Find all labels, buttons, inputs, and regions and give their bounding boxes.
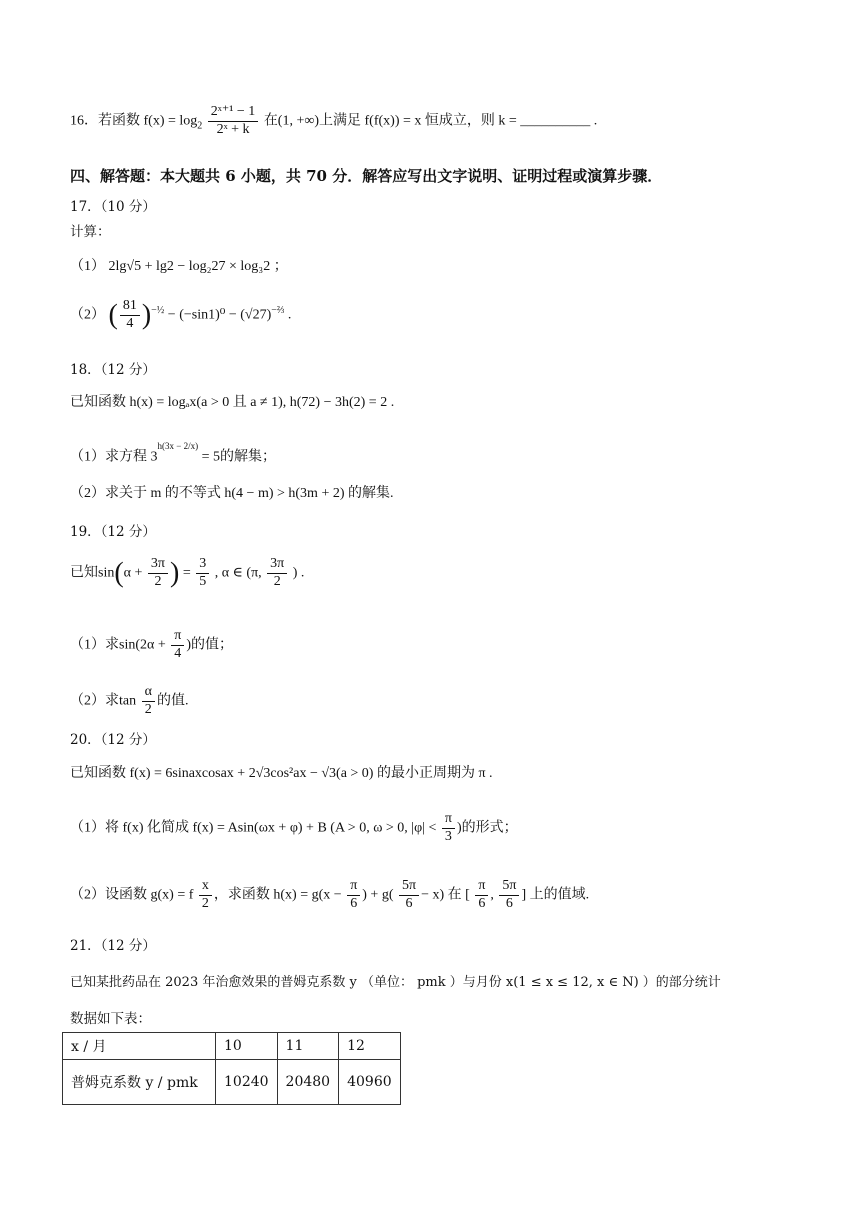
q20-p2-frac3-den: 6 [405, 895, 413, 911]
q17-p2-fraction [120, 298, 140, 333]
q16-domain: 在(1, +∞)上满足 [263, 113, 362, 129]
q20-p2-frac4-den: 6 [478, 895, 486, 911]
q19-p2-tan: tan [119, 693, 137, 709]
q20-part-1 [70, 811, 518, 846]
q18-p1-rest: = 5 [201, 449, 220, 465]
q20-p2-comma: , [490, 887, 494, 903]
q19-stem-eq: = [182, 565, 191, 581]
q20-p2-frac2-den: 6 [350, 895, 358, 911]
q19-p1-frac [171, 628, 184, 663]
q20-p1-end: )的形式； [456, 820, 518, 836]
q19-p1-end: )的值； [186, 637, 233, 653]
q20-p2-plus: ) + g( [362, 887, 394, 903]
q17-part-1 [70, 259, 288, 276]
q16-numerator: 2ˣ⁺¹ − 1 [208, 104, 259, 122]
q20-p1-cond: (A > 0, ω > 0, |φ| < [330, 820, 437, 836]
q18-stem: 已知函数 h(x) = logₐx(a > 0 且 a ≠ 1), h(72) − 3h(2) = 2 . [70, 395, 395, 410]
table-row [63, 1033, 401, 1060]
q16-denominator: 2ˣ + k [216, 121, 250, 137]
q20-p2-frac1 [199, 878, 212, 913]
q17-p2-exponent-2: −⅔ [271, 304, 285, 316]
q19-stem-frac1-num: 3π [148, 556, 168, 574]
question-16 [70, 104, 597, 139]
table-cell: 普姆克系数 y / pmk [63, 1060, 216, 1105]
q19-stem-frac1 [148, 556, 168, 591]
q19-stem-close: ) . [292, 565, 305, 581]
q19-p2-end: 的值. [156, 693, 189, 709]
q19-p2-frac-num: α [142, 684, 155, 702]
q19-p2-frac [142, 684, 155, 719]
q17-p2-rest: − (−sin1)⁰ − (√27) [167, 307, 272, 323]
q18-part-2: （2）求关于 m 的不等式 h(4 − m) > h(3m + 2) 的解集. [70, 486, 394, 501]
q17-intro: 计算： [70, 224, 111, 240]
table-cell: x / 月 [63, 1033, 216, 1060]
table-row [63, 1060, 401, 1105]
q18-p1-exponent: h(3x − 2/x) [157, 441, 199, 451]
q20-p2-frac1-den: 2 [201, 895, 209, 911]
q19-stem-frac2 [196, 556, 209, 591]
q19-p1-frac-num: π [171, 628, 184, 646]
q20-p2-frac5-num: 5π [499, 878, 519, 896]
q17-p2-label: （2） [70, 307, 105, 323]
q20-p2-frac2 [347, 878, 360, 913]
table-cell: 10240 [216, 1060, 278, 1105]
q19-stem-frac2-num: 3 [196, 556, 209, 574]
q18-p1-base: 3 [150, 449, 158, 465]
q20-p2-frac4 [475, 878, 488, 913]
q19-stem-prefix: 已知 [70, 565, 98, 581]
table-cell: 12 [339, 1033, 401, 1060]
q17-p2-exponent-1: −½ [151, 304, 165, 316]
q18-part-1 [70, 441, 276, 466]
q20-stem: 已知函数 f(x) = 6sinaxcosax + 2√3cos²ax − √3(a > 0) 的最小正周期为 π . [70, 766, 493, 781]
q21-data-table [62, 1032, 401, 1105]
q16-prefix: 16．若函数 [70, 113, 140, 129]
q20-p2-label: （2）设函数 g(x) = f [70, 887, 194, 903]
q21-stem-line-2: 数据如下表： [70, 1011, 151, 1027]
q20-p1-frac-den: 3 [444, 828, 452, 844]
q19-p2-frac-den: 2 [144, 701, 152, 717]
q18-p1-label: （1）求方程 [70, 449, 147, 465]
q20-p2-arg1: (x − [318, 887, 342, 903]
q20-p2-end: ] 上的值域. [521, 887, 590, 903]
q20-p2-mid: ，求函数 h(x) = g [213, 887, 319, 903]
q20-p2-frac2-num: π [347, 878, 360, 896]
q20-p2-frac5-den: 6 [505, 895, 513, 911]
q16-fraction [208, 104, 259, 139]
q19-p1-frac-den: 4 [174, 645, 182, 661]
q20-p2-frac1-num: x [199, 878, 212, 896]
q21-number: 21．（12 分） [70, 938, 156, 954]
q19-number: 19．（12 分） [70, 524, 156, 540]
q18-p1-end: 的解集； [219, 449, 276, 465]
q17-p1-label: （1） [70, 259, 105, 274]
q17-part-2: （2） ( $\frac{81}{4}$ )$^{-\frac{1}{2}} - (-\sin 1)^0 - (√27)^{-\frac{2}{3}}$ . [70, 298, 292, 331]
q20-p1-frac-num: π [442, 811, 455, 829]
section-4-header: 四、解答题：本大题共 6 小题，共 70 分．解答应写出文字说明、证明过程或演算步骤． [70, 167, 663, 185]
q16-log-base: 2 [197, 120, 203, 132]
q19-p1-sin: sin(2α + [119, 637, 166, 653]
q19-stem-sin: sin [98, 565, 115, 581]
q17-p2-end: . [287, 307, 292, 323]
q20-p2-frac3 [399, 878, 419, 913]
q19-stem-frac3 [267, 556, 287, 591]
q17-p2-denominator: 4 [126, 315, 134, 331]
q19-stem-frac1-den: 2 [154, 573, 162, 589]
q19-stem-in: , α ∈ (π, [214, 565, 262, 581]
q17-number: 17．（10 分） [70, 199, 156, 215]
q20-p2-arg2: − x) 在 [ [421, 887, 470, 903]
q20-p2-frac3-num: 5π [399, 878, 419, 896]
q20-number: 20．（12 分） [70, 732, 156, 748]
q20-p2-frac5 [499, 878, 519, 913]
q17-p2-numerator: 81 [120, 298, 140, 316]
q20-p2-frac4-num: π [475, 878, 488, 896]
q20-p1-frac [442, 811, 455, 846]
q19-part-2 [70, 684, 188, 719]
q20-p1-label: （1）将 f(x) 化简成 f(x) = Asin(ωx + φ) + B [70, 820, 327, 836]
q21-stem-line-1: 已知某批药品在 2023 年治愈效果的普姆克系数 y （单位： pmk ）与月份 x(1 ≤ x ≤ 12, x ∈ N) ）的部分统计 [70, 975, 721, 990]
table-cell: 10 [216, 1033, 278, 1060]
q19-stem-frac3-num: 3π [267, 556, 287, 574]
table-cell: 20480 [277, 1060, 339, 1105]
q19-p2-label: （2）求 [70, 693, 119, 709]
q19-stem-frac3-den: 2 [273, 573, 281, 589]
q19-p1-label: （1）求 [70, 637, 119, 653]
q20-part-2 [70, 878, 589, 913]
q16-suffix: 恒成立，则 k = __________ . [424, 113, 598, 129]
q19-stem-arg: α + [123, 565, 143, 581]
q17-p1-expr: 2lg√5 + lg2 − log₂27 × log₃2 ； [108, 259, 288, 274]
table-cell: 40960 [339, 1060, 401, 1105]
q19-part-1 [70, 628, 233, 663]
q19-stem-frac2-den: 5 [199, 573, 207, 589]
q19-stem: 已知sin(α + $\frac{3\pi}{2}$ ) = $\frac{3}{5}$ , α ∈ (π, $\frac{3\pi}{2}$ ) . [70, 556, 305, 589]
table-cell: 11 [277, 1033, 339, 1060]
q16-func: f(x) = log [143, 113, 198, 129]
q18-number: 18．（12 分） [70, 362, 156, 378]
q16-condition: f(f(x)) = x [364, 113, 422, 129]
